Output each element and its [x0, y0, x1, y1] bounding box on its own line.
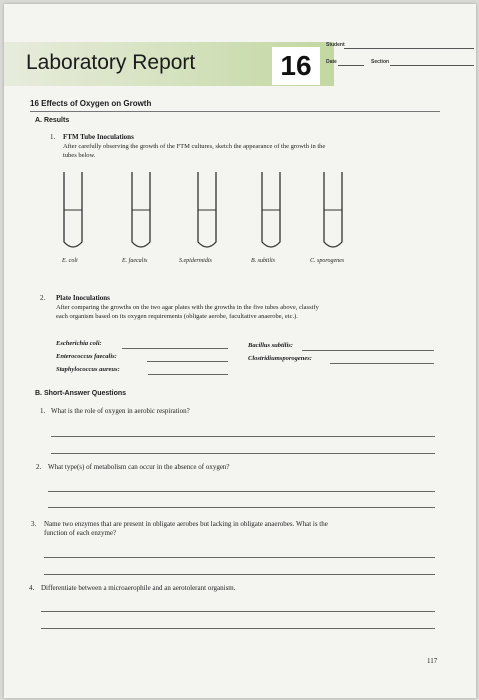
organism-label: Escherichia coli:: [56, 340, 102, 347]
q2-text-line1: After comparing the growths on the two agar plates with the growths in the five tubes above, classify: [56, 304, 319, 311]
answer-line[interactable]: [330, 363, 434, 364]
question-text: function of each enzyme?: [44, 529, 117, 537]
question-number: 3.: [31, 520, 37, 528]
question-text: Name two enzymes that are present in obligate aerobes but lacking in obligate anaerobes. What is the: [44, 520, 328, 528]
question-number: 4.: [29, 584, 35, 592]
section-line: [390, 65, 474, 66]
page-title: Laboratory Report: [26, 51, 196, 74]
q2-title: Plate Inoculations: [56, 294, 110, 302]
organism-label: Clostridiumsporogenes:: [248, 355, 312, 362]
ftm-tube-bsubtilis[interactable]: [260, 172, 282, 254]
answer-line[interactable]: [48, 491, 435, 492]
tube-label: C. sporogenes: [310, 258, 345, 264]
answer-line[interactable]: [41, 628, 435, 629]
answer-line[interactable]: [302, 350, 434, 351]
question-text: What type(s) of metabolism can occur in the absence of oxygen?: [48, 463, 230, 471]
date-line: [338, 65, 364, 66]
answer-line[interactable]: [51, 453, 435, 454]
question-number: 2.: [36, 463, 42, 471]
chapter-number: 16: [272, 47, 320, 85]
date-label: Date: [326, 59, 337, 65]
answer-line[interactable]: [44, 557, 435, 558]
tube-label: E. faecalis: [122, 258, 148, 264]
answer-line[interactable]: [48, 507, 435, 508]
student-line: [344, 48, 474, 49]
answer-line[interactable]: [148, 374, 228, 375]
page-number: 117: [427, 657, 438, 665]
student-label: Student: [326, 42, 345, 48]
ftm-tube-efaecalis[interactable]: [130, 172, 152, 254]
answer-line[interactable]: [122, 348, 228, 349]
lab-report-page: [4, 4, 476, 698]
tube-label: E. coli: [62, 258, 78, 264]
answer-line[interactable]: [147, 361, 228, 362]
answer-line[interactable]: [51, 436, 435, 437]
question-number: 1.: [40, 407, 46, 415]
results-heading: A. Results: [35, 117, 70, 124]
ftm-tube-ecoli[interactable]: [62, 172, 84, 254]
q1-title: FTM Tube Inoculations: [63, 133, 134, 141]
q1-number: 1.: [50, 133, 56, 141]
q2-number: 2.: [40, 294, 46, 302]
tube-label: S.epidermidis: [179, 258, 212, 264]
answer-line[interactable]: [44, 574, 435, 575]
organism-label: Bacillus subtilis:: [248, 342, 293, 349]
section-label: Section: [371, 59, 390, 65]
question-text: Differentiate between a microaerophile and an aerotolerant organism.: [41, 584, 236, 592]
ftm-tube-sepidermidis[interactable]: [196, 172, 218, 254]
organism-label: Staphylococcus aureus:: [56, 366, 120, 373]
q1-text-line1: After carefully observing the growth of the FTM cultures, sketch the appearance of the growth in the: [63, 143, 326, 150]
organism-label: Enterococcus faecalis:: [56, 353, 117, 360]
q2-text-line2: each organism based on its oxygen requirements (obligate aerobe, facultative anaerobe, etc.).: [56, 313, 298, 320]
short-answer-heading: B. Short-Answer Questions: [35, 390, 127, 397]
heading-rule: [30, 111, 440, 112]
exercise-heading: 16 Effects of Oxygen on Growth: [30, 99, 152, 108]
question-text: What is the role of oxygen in aerobic respiration?: [51, 407, 190, 415]
tube-label: B. subtilis: [251, 258, 276, 264]
answer-line[interactable]: [41, 611, 435, 612]
q1-text-line2: tubes below.: [63, 152, 96, 159]
ftm-tube-csporogenes[interactable]: [322, 172, 344, 254]
